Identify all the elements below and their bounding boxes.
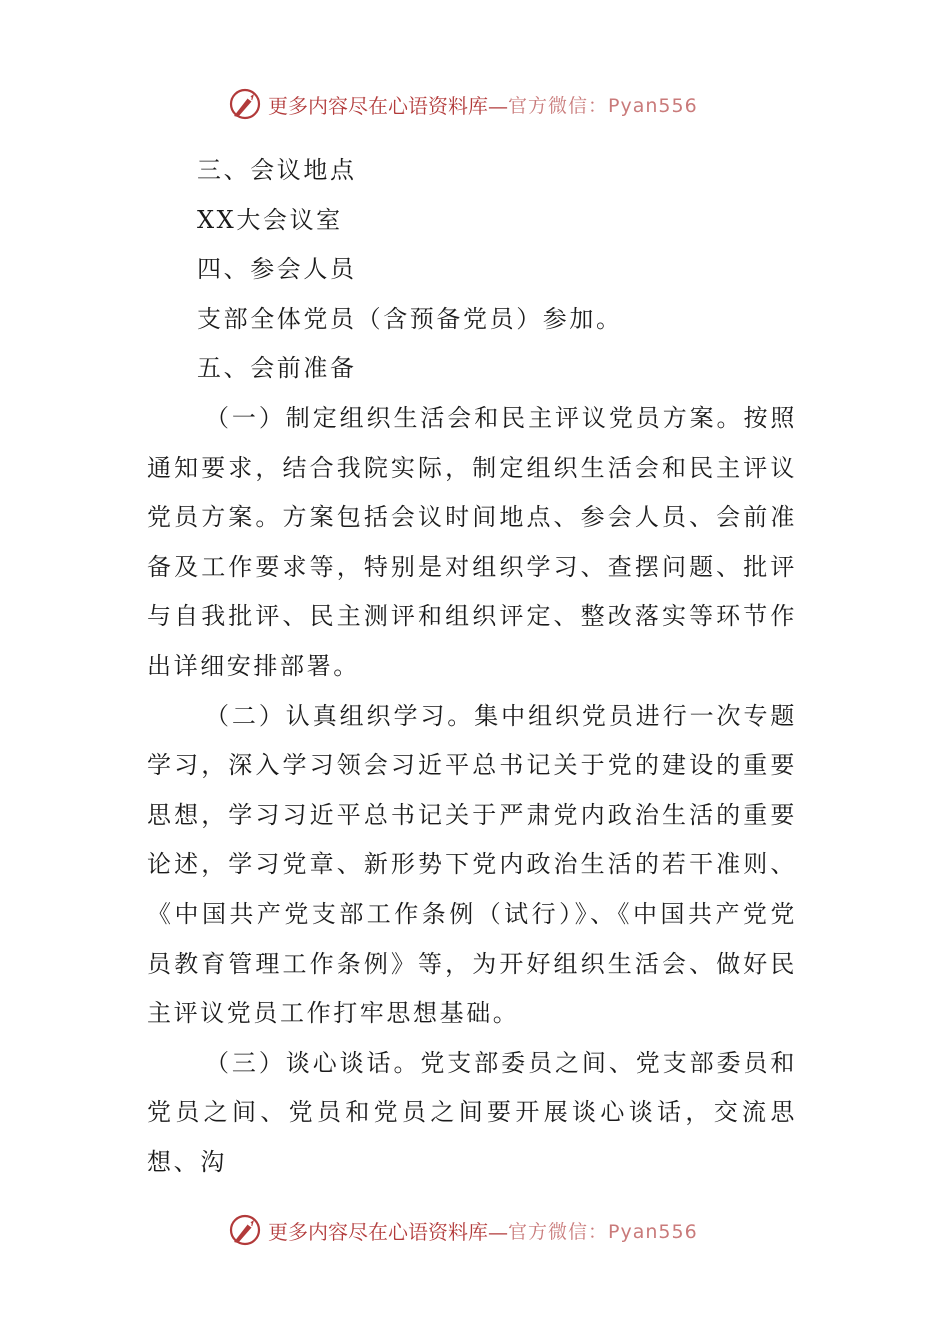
paragraph: （三）谈心谈话。党支部委员之间、党支部委员和党员之间、党员和党员之间要开展谈心谈话，交流思想、沟 [147,1048,797,1176]
watermark-site-text: 更多内容尽在心语资料库— [268,93,508,118]
paragraph: （一）制定组织生活会和民主评议党员方案。按照通知要求，结合我院实际，制定组织生活会和民主评议党员方案。方案包括会议时间地点、参会人员、会前准备及工作要求等，特别是对组织学习、查摆问题、批评与自我批评、民主测评和组织评定、整改落实等环节作出详细安排部署。 [147,403,797,680]
pen-nib-logo-icon [228,1212,264,1248]
watermark-contact-text: 官方微信：Pyan556 [508,94,698,117]
footer-watermark [228,1210,698,1250]
section-heading: 三、会议地点 [197,156,357,184]
watermark-contact-text: 官方微信：Pyan556 [508,1220,698,1243]
paragraph: 支部全体党员（含预备党员）参加。 [197,304,623,333]
header-watermark [228,84,698,124]
pen-nib-logo-icon [228,86,264,122]
paragraph: XX大会议室 [197,205,343,234]
section-heading: 五、会前准备 [197,354,357,383]
paragraph: （二）认真组织学习。集中组织党员进行一次专题学习，深入学习领会习近平总书记关于党的建设的重要思想，学习习近平总书记关于严肃党内政治生活的重要论述，学习党章、新形势下党内政治生活的若干准则、《中国共产党支部工作条例（试行）》、《中国共产党党员教育管理工作条例》等，为开好组织生活会、做好民主评议党员工作打牢思想基础。 [147,701,797,1028]
watermark-site-text: 更多内容尽在心语资料库— [268,1219,508,1244]
section-heading: 四、参会人员 [197,255,357,284]
document-body [147,146,797,1187]
